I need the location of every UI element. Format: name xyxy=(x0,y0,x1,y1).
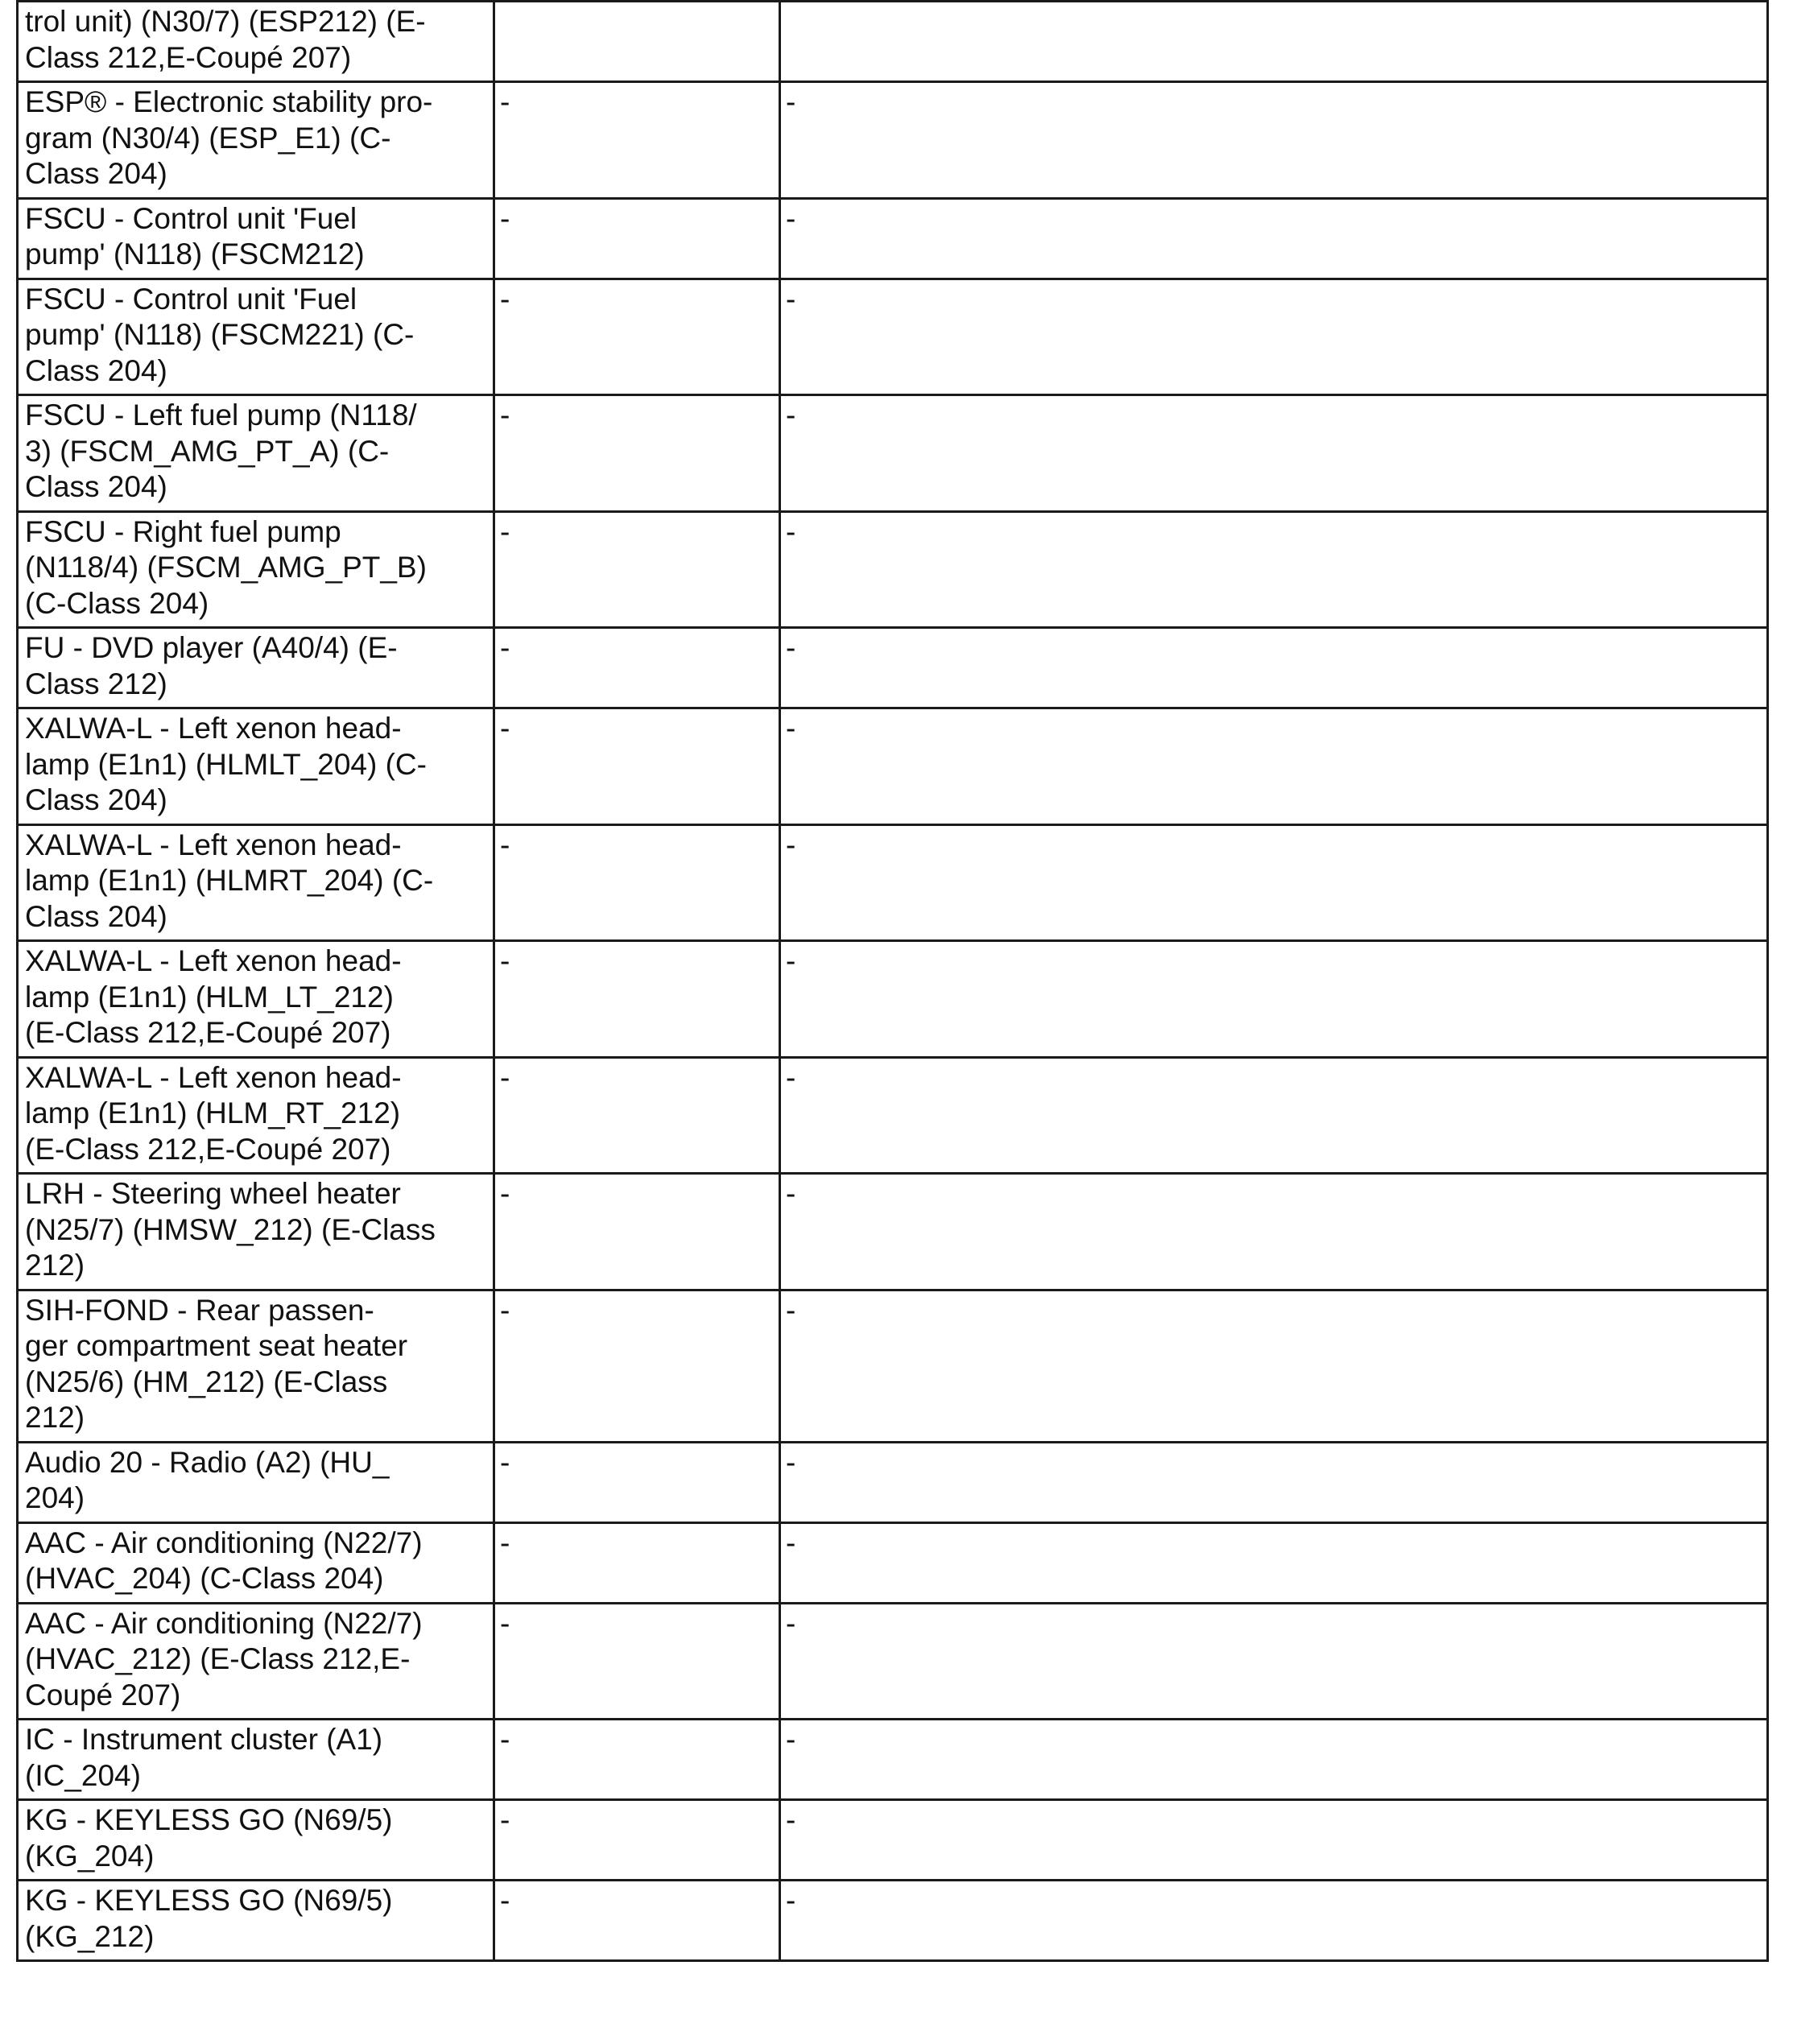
column-3-value: - xyxy=(780,1603,1768,1720)
table-row xyxy=(18,1603,1768,1720)
column-3-value: - xyxy=(780,1290,1768,1442)
column-3-value: - xyxy=(780,1800,1768,1881)
control-unit-description: KG - KEYLESS GO (N69/5) (KG_204) xyxy=(18,1800,494,1881)
control-unit-description: XALWA-L - Left xenon head- lamp (E1n1) (HLMRT_204) (C- Class 204) xyxy=(18,824,494,941)
column-3-value: - xyxy=(780,708,1768,825)
table-row xyxy=(18,1057,1768,1174)
table-row xyxy=(18,708,1768,825)
control-unit-description: AAC - Air conditioning (N22/7) (HVAC_212) (E-Class 212,E- Coupé 207) xyxy=(18,1603,494,1720)
column-3-value: - xyxy=(780,941,1768,1058)
table-row xyxy=(18,2,1768,82)
column-3-value: - xyxy=(780,1720,1768,1800)
column-2-value: - xyxy=(494,395,780,512)
column-2-value: - xyxy=(494,1603,780,1720)
control-unit-description: ESP® - Electronic stability pro- gram (N30/4) (ESP_E1) (C- Class 204) xyxy=(18,82,494,199)
column-2-value: - xyxy=(494,1057,780,1174)
column-2-value: - xyxy=(494,708,780,825)
column-2-value: - xyxy=(494,1174,780,1290)
table-row xyxy=(18,198,1768,279)
column-3-value xyxy=(780,2,1768,82)
column-2-value: - xyxy=(494,82,780,199)
control-unit-description: FSCU - Left fuel pump (N118/ 3) (FSCM_AMG_PT_A) (C- Class 204) xyxy=(18,395,494,512)
column-2-value: - xyxy=(494,511,780,628)
control-unit-description: XALWA-L - Left xenon head- lamp (E1n1) (HLM_RT_212) (E-Class 212,E-Coupé 207) xyxy=(18,1057,494,1174)
column-3-value: - xyxy=(780,395,1768,512)
column-3-value: - xyxy=(780,279,1768,395)
table-row xyxy=(18,628,1768,708)
table-row xyxy=(18,1174,1768,1290)
table-row xyxy=(18,1720,1768,1800)
control-unit-description: IC - Instrument cluster (A1) (IC_204) xyxy=(18,1720,494,1800)
control-unit-description: XALWA-L - Left xenon head- lamp (E1n1) (HLMLT_204) (C- Class 204) xyxy=(18,708,494,825)
control-unit-description: AAC - Air conditioning (N22/7) (HVAC_204) (C-Class 204) xyxy=(18,1522,494,1603)
column-3-value: - xyxy=(780,628,1768,708)
table-row xyxy=(18,1290,1768,1442)
column-2-value: - xyxy=(494,628,780,708)
column-2-value: - xyxy=(494,198,780,279)
control-unit-description: KG - KEYLESS GO (N69/5) (KG_212) xyxy=(18,1881,494,1961)
column-3-value: - xyxy=(780,1442,1768,1522)
column-3-value: - xyxy=(780,1881,1768,1961)
column-2-value: - xyxy=(494,1290,780,1442)
table-body xyxy=(18,2,1768,1961)
control-unit-description: trol unit) (N30/7) (ESP212) (E- Class 212,E-Coupé 207) xyxy=(18,2,494,82)
control-unit-description: XALWA-L - Left xenon head- lamp (E1n1) (HLM_LT_212) (E-Class 212,E-Coupé 207) xyxy=(18,941,494,1058)
column-2-value: - xyxy=(494,279,780,395)
column-2-value: - xyxy=(494,941,780,1058)
table-row xyxy=(18,941,1768,1058)
control-unit-description: LRH - Steering wheel heater (N25/7) (HMSW_212) (E-Class 212) xyxy=(18,1174,494,1290)
column-2-value: - xyxy=(494,824,780,941)
column-3-value: - xyxy=(780,511,1768,628)
table-row xyxy=(18,824,1768,941)
control-unit-description: FSCU - Right fuel pump (N118/4) (FSCM_AMG_PT_B) (C-Class 204) xyxy=(18,511,494,628)
table-row xyxy=(18,1522,1768,1603)
control-unit-description: SIH-FOND - Rear passen- ger compartment seat heater (N25/6) (HM_212) (E-Class 212) xyxy=(18,1290,494,1442)
column-2-value: - xyxy=(494,1720,780,1800)
column-2-value: - xyxy=(494,1881,780,1961)
table-row xyxy=(18,1800,1768,1881)
table-row xyxy=(18,1881,1768,1961)
column-2-value: - xyxy=(494,1522,780,1603)
table-row xyxy=(18,279,1768,395)
control-unit-description: Audio 20 - Radio (A2) (HU_ 204) xyxy=(18,1442,494,1522)
column-2-value: - xyxy=(494,1442,780,1522)
column-3-value: - xyxy=(780,824,1768,941)
column-3-value: - xyxy=(780,1057,1768,1174)
column-3-value: - xyxy=(780,1522,1768,1603)
table-row xyxy=(18,82,1768,199)
column-3-value: - xyxy=(780,82,1768,199)
control-unit-description: FSCU - Control unit 'Fuel pump' (N118) (FSCM212) xyxy=(18,198,494,279)
table-row xyxy=(18,1442,1768,1522)
control-unit-description: FU - DVD player (A40/4) (E- Class 212) xyxy=(18,628,494,708)
column-2-value: - xyxy=(494,1800,780,1881)
control-unit-description: FSCU - Control unit 'Fuel pump' (N118) (FSCM221) (C- Class 204) xyxy=(18,279,494,395)
column-3-value: - xyxy=(780,198,1768,279)
column-2-value xyxy=(494,2,780,82)
column-3-value: - xyxy=(780,1174,1768,1290)
table-row xyxy=(18,511,1768,628)
control-unit-table xyxy=(16,0,1769,1962)
table-row xyxy=(18,395,1768,512)
